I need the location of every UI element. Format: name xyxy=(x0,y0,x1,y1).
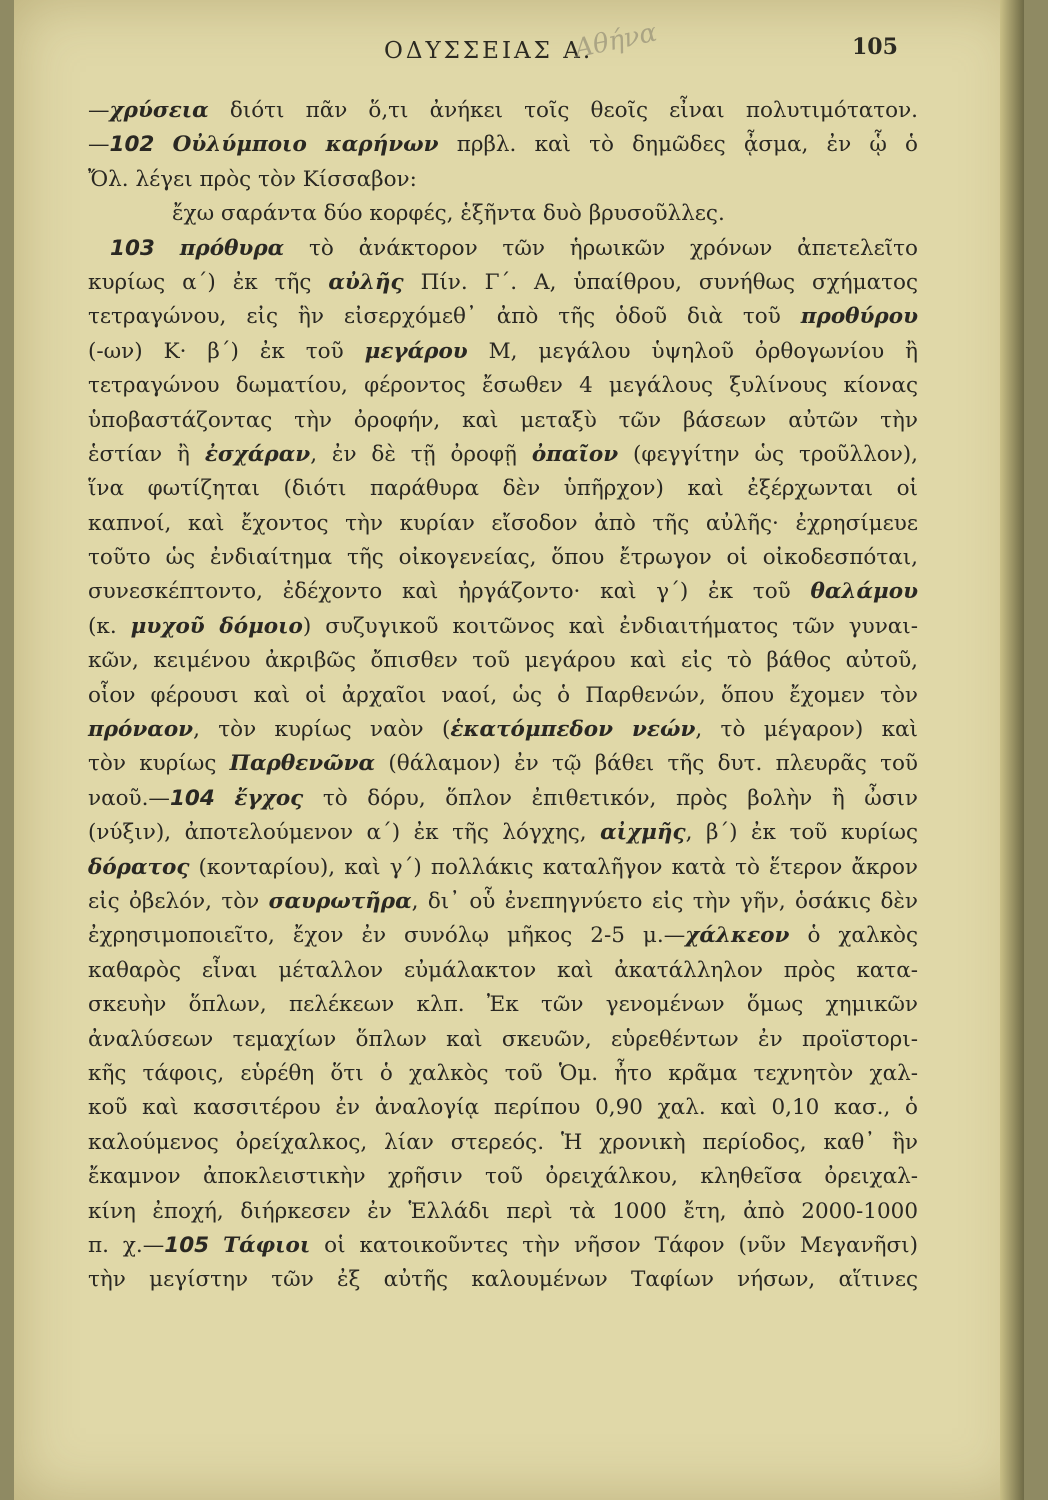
text-line xyxy=(88,919,918,953)
text-line xyxy=(88,94,918,128)
text-line xyxy=(88,197,918,231)
text-line xyxy=(88,335,918,369)
text-segment: ἔκαμνον ἀποκλειστικὴν χρῆσιν τοῦ ὀρειχάλκου, κληθεῖσα ὀρειχαλ- xyxy=(88,1164,918,1190)
text-line xyxy=(88,782,918,816)
text-line xyxy=(88,713,918,747)
text-segment: (νύξιν), ἀποτελούμενον α΄) ἐκ τῆς λόγχης, xyxy=(88,820,601,846)
text-segment: (-ων) Κ· β΄) ἐκ τοῦ xyxy=(88,338,365,364)
text-segment: σκευὴν ὅπλων, πελέκεων κλπ. Ἐκ τῶν γενομένων ὅμως χημικῶν xyxy=(88,992,918,1018)
text-line xyxy=(88,747,918,781)
text-line xyxy=(88,1126,918,1160)
text-segment: — xyxy=(88,98,110,123)
keyword: μεγάρου xyxy=(364,338,468,364)
text-line xyxy=(88,438,918,472)
text-line xyxy=(88,163,918,197)
text-segment: , ἐν δὲ τῇ ὀροφῇ xyxy=(310,441,532,467)
text-segment: — xyxy=(88,132,110,158)
text-segment: τοῦτο ὡς ἐνδιαίτημα τῆς οἰκογενείας, ὅπου ἔτρωγον οἱ οἰκοδεσπόται, xyxy=(88,545,918,571)
text-segment: κυρίως α΄) ἐκ τῆς xyxy=(88,269,329,295)
text-segment: πρβλ. καὶ τὸ δημῶδες ᾆσμα, ἐν ᾧ ὁ xyxy=(438,132,918,158)
text-segment: κοῦ καὶ κασσιτέρου ἐν ἀναλογίᾳ περίπου 0,90 χαλ. καὶ 0,10 κασ., ὁ xyxy=(88,1095,918,1121)
keyword: αὐλῆς xyxy=(328,269,404,295)
text-line xyxy=(88,1229,918,1263)
keyword: πρόναον xyxy=(88,717,194,743)
text-segment: (κ. xyxy=(88,613,131,639)
text-segment: (φεγγίτην ὡς τροῦλλον), xyxy=(618,441,918,467)
text-line xyxy=(88,988,918,1022)
book-page xyxy=(14,0,1024,1500)
text-segment: (θάλαμον) ἐν τῷ βάθει τῆς δυτ. πλευρᾶς τοῦ xyxy=(375,751,918,777)
text-segment xyxy=(154,132,172,157)
text-segment: κίνη ἐποχή, διήρκεσεν ἐν Ἑλλάδι περὶ τὰ 1000 ἔτη, ἀπὸ 2000-1000 xyxy=(88,1198,918,1224)
text-line xyxy=(88,575,918,609)
text-line xyxy=(88,954,918,988)
text-segment: εἰς ὀβελόν, τὸν xyxy=(88,888,269,914)
running-title: ΟΔΥΣΣΕΙΑΣ Α. xyxy=(384,38,594,64)
text-segment: π. χ.— xyxy=(88,1232,165,1258)
text-segment: , τὸ μέγαρον) καὶ xyxy=(695,717,918,743)
text-segment: κῶν, κειμένου ἀκριβῶς ὄπισθεν τοῦ μεγάρου καὶ εἰς τὸ βάθος αὐτοῦ, xyxy=(88,648,918,674)
text-line xyxy=(88,851,918,885)
text-line xyxy=(88,404,918,438)
text-segment: Πίν. Γ΄. Α, ὑπαίθρου, συνήθως σχήματος xyxy=(403,269,918,295)
text-segment: οἱ κατοικοῦντες τὴν νῆσον Τάφον (νῦν Μεγανῆσι) xyxy=(310,1232,918,1258)
keyword: αἰχμῆς xyxy=(600,820,686,846)
keyword: Παρθενῶνα xyxy=(229,751,376,777)
commentary-text xyxy=(88,94,918,1298)
text-segment: , β΄) ἐκ τοῦ κυρίως xyxy=(685,820,918,846)
text-line xyxy=(88,1023,918,1057)
text-line xyxy=(88,1057,918,1091)
keyword: ἑκατόμπεδον νεών xyxy=(450,717,696,743)
keyword: ὀπαῖον xyxy=(531,441,619,467)
text-segment: ) συζυγικοῦ κοιτῶνος καὶ ἐνδιαιτήματος τῶν γυναι- xyxy=(302,613,918,639)
text-segment: συνεσκέπτοντο, ἐδέχοντο καὶ ἠργάζοντο· καὶ γ΄) ἐκ τοῦ xyxy=(88,579,811,605)
text-segment: οἷον φέρουσι καὶ οἱ ἀρχαῖοι ναοί, ὡς ὁ Παρθενών, ὅπου ἔχομεν τὸν xyxy=(88,682,918,708)
keyword: δόρατος xyxy=(88,854,190,880)
text-segment: ἑστίαν ἢ xyxy=(88,441,205,467)
text-line xyxy=(88,1263,918,1297)
text-segment xyxy=(209,1233,223,1258)
keyword: χάλκεον xyxy=(685,923,790,949)
text-line xyxy=(88,644,918,678)
text-segment: τὸν κυρίως xyxy=(88,751,230,777)
text-line xyxy=(88,232,918,266)
text-segment: τετραγώνου δωματίου, φέροντος ἔσωθεν 4 μεγάλους ξυλίνους κίονας xyxy=(88,373,918,399)
text-segment: ἐχρησιμοποιεῖτο, ἔχον ἐν συνόλῳ μῆκος 2-5 μ.— xyxy=(88,923,686,949)
keyword: μυχοῦ δόμοιο xyxy=(130,613,303,639)
text-line xyxy=(88,1160,918,1194)
text-segment xyxy=(215,786,235,811)
page-header xyxy=(14,17,1024,74)
keyword: προθύρου xyxy=(800,304,918,330)
keyword: Τάφιοι xyxy=(223,1232,311,1258)
pencil-annotation: Αθήνα xyxy=(571,17,660,65)
text-segment: τὸ δόρυ, ὅπλον ἐπιθετικόν, πρὸς βολὴν ἢ ὦσιν xyxy=(303,785,918,811)
text-segment: καπνοί, καὶ ἔχοντος τὴν κυρίαν εἴσοδον ἀπὸ τῆς αὐλῆς· ἐχρησίμευε xyxy=(88,510,918,536)
keyword: ἐσχάραν xyxy=(204,441,311,467)
text-line xyxy=(88,816,918,850)
keyword: Οὐλύμποιο καρήνων xyxy=(172,132,439,158)
text-line xyxy=(88,610,918,644)
text-segment: ναοῦ.— xyxy=(88,785,170,811)
text-segment: ἵνα φωτίζηται (διότι παράθυρα δὲν ὑπῆρχον) καὶ ἐξέρχωνται οἱ xyxy=(88,476,918,502)
text-line xyxy=(88,885,918,919)
text-segment: , τὸν κυρίως ναὸν ( xyxy=(193,717,451,743)
text-segment: κῆς τάφοις, εὑρέθη ὅτι ὁ χαλκὸς τοῦ Ὁμ. ἦτο κρᾶμα τεχνητὸν χαλ- xyxy=(88,1060,918,1086)
text-line xyxy=(88,507,918,541)
keyword: ἔγχος xyxy=(234,785,304,811)
text-segment: , δι᾿ οὗ ἐνεπηγνύετο εἰς τὴν γῆν, ὁσάκις δὲν xyxy=(411,888,918,914)
text-segment: τετραγώνου, εἰς ἣν εἰσερχόμεθ᾿ ἀπὸ τῆς ὁδοῦ διὰ τοῦ xyxy=(88,304,801,330)
keyword: σαυρωτῆρα xyxy=(268,888,412,914)
text-segment: (κονταρίου), καὶ γ΄) πολλάκις καταλῆγον κατὰ τὸ ἕτερον ἄκρον xyxy=(189,854,918,880)
text-line xyxy=(88,128,918,162)
text-segment: καθαρὸς εἶναι μέταλλον εὐμάλακτον καὶ ἀκατάλληλον πρὸς κατα- xyxy=(88,957,918,983)
text-segment: καλούμενος ὀρείχαλκος, λίαν στερεός. Ἡ χρονικὴ περίοδος, καθ᾿ ἣν xyxy=(88,1129,918,1155)
text-line xyxy=(88,541,918,575)
text-segment: Ὄλ. λέγει πρὸς τὸν Κίσσαβον: xyxy=(88,166,417,192)
text-line xyxy=(88,1091,918,1125)
verse-number: 102 xyxy=(109,132,155,158)
verse-number: 105 xyxy=(164,1232,210,1258)
text-line xyxy=(88,369,918,403)
text-segment: ὑποβαστάζοντας τὴν ὀροφήν, καὶ μεταξὺ τῶν βάσεων αὐτῶν τὴν xyxy=(88,407,918,433)
text-segment: ἀναλύσεων τεμαχίων ὅπλων καὶ σκευῶν, εὑρεθέντων ἐν προϊστορι- xyxy=(88,1026,918,1052)
text-segment: τὸ ἀνάκτορον τῶν ἡρωικῶν χρόνων ἀπετελεῖτο xyxy=(284,235,918,261)
text-line xyxy=(88,1195,918,1229)
text-segment xyxy=(155,236,180,261)
page-number: 105 xyxy=(852,34,898,60)
text-segment: Μ, μεγάλου ὑψηλοῦ ὀρθογωνίου ἢ xyxy=(467,338,918,364)
text-segment: τὴν μεγίστην τῶν ἐξ αὐτῆς καλουμένων Ταφίων νήσων, αἵτινες xyxy=(88,1267,918,1293)
verse-number: 104 xyxy=(169,785,215,811)
keyword: χρύσεια xyxy=(109,98,209,123)
text-line xyxy=(88,679,918,713)
keyword: θαλάμου xyxy=(810,579,918,605)
text-segment: διότι πᾶν ὅ,τι ἀνήκει τοῖς θεοῖς εἶναι πολυτιμότατον. xyxy=(208,98,918,123)
keyword: πρόθυρα xyxy=(179,235,285,261)
text-line xyxy=(88,266,918,300)
text-segment: ἔχω σαράντα δύο κορφές, ἑξῆντα δυὸ βρυσοῦλλες. xyxy=(172,201,725,227)
page-edge-shadow xyxy=(1000,0,1024,1500)
text-line xyxy=(88,472,918,506)
text-line xyxy=(88,300,918,334)
text-segment: ὁ χαλκὸς xyxy=(789,923,918,949)
verse-number: 103 xyxy=(110,235,155,261)
